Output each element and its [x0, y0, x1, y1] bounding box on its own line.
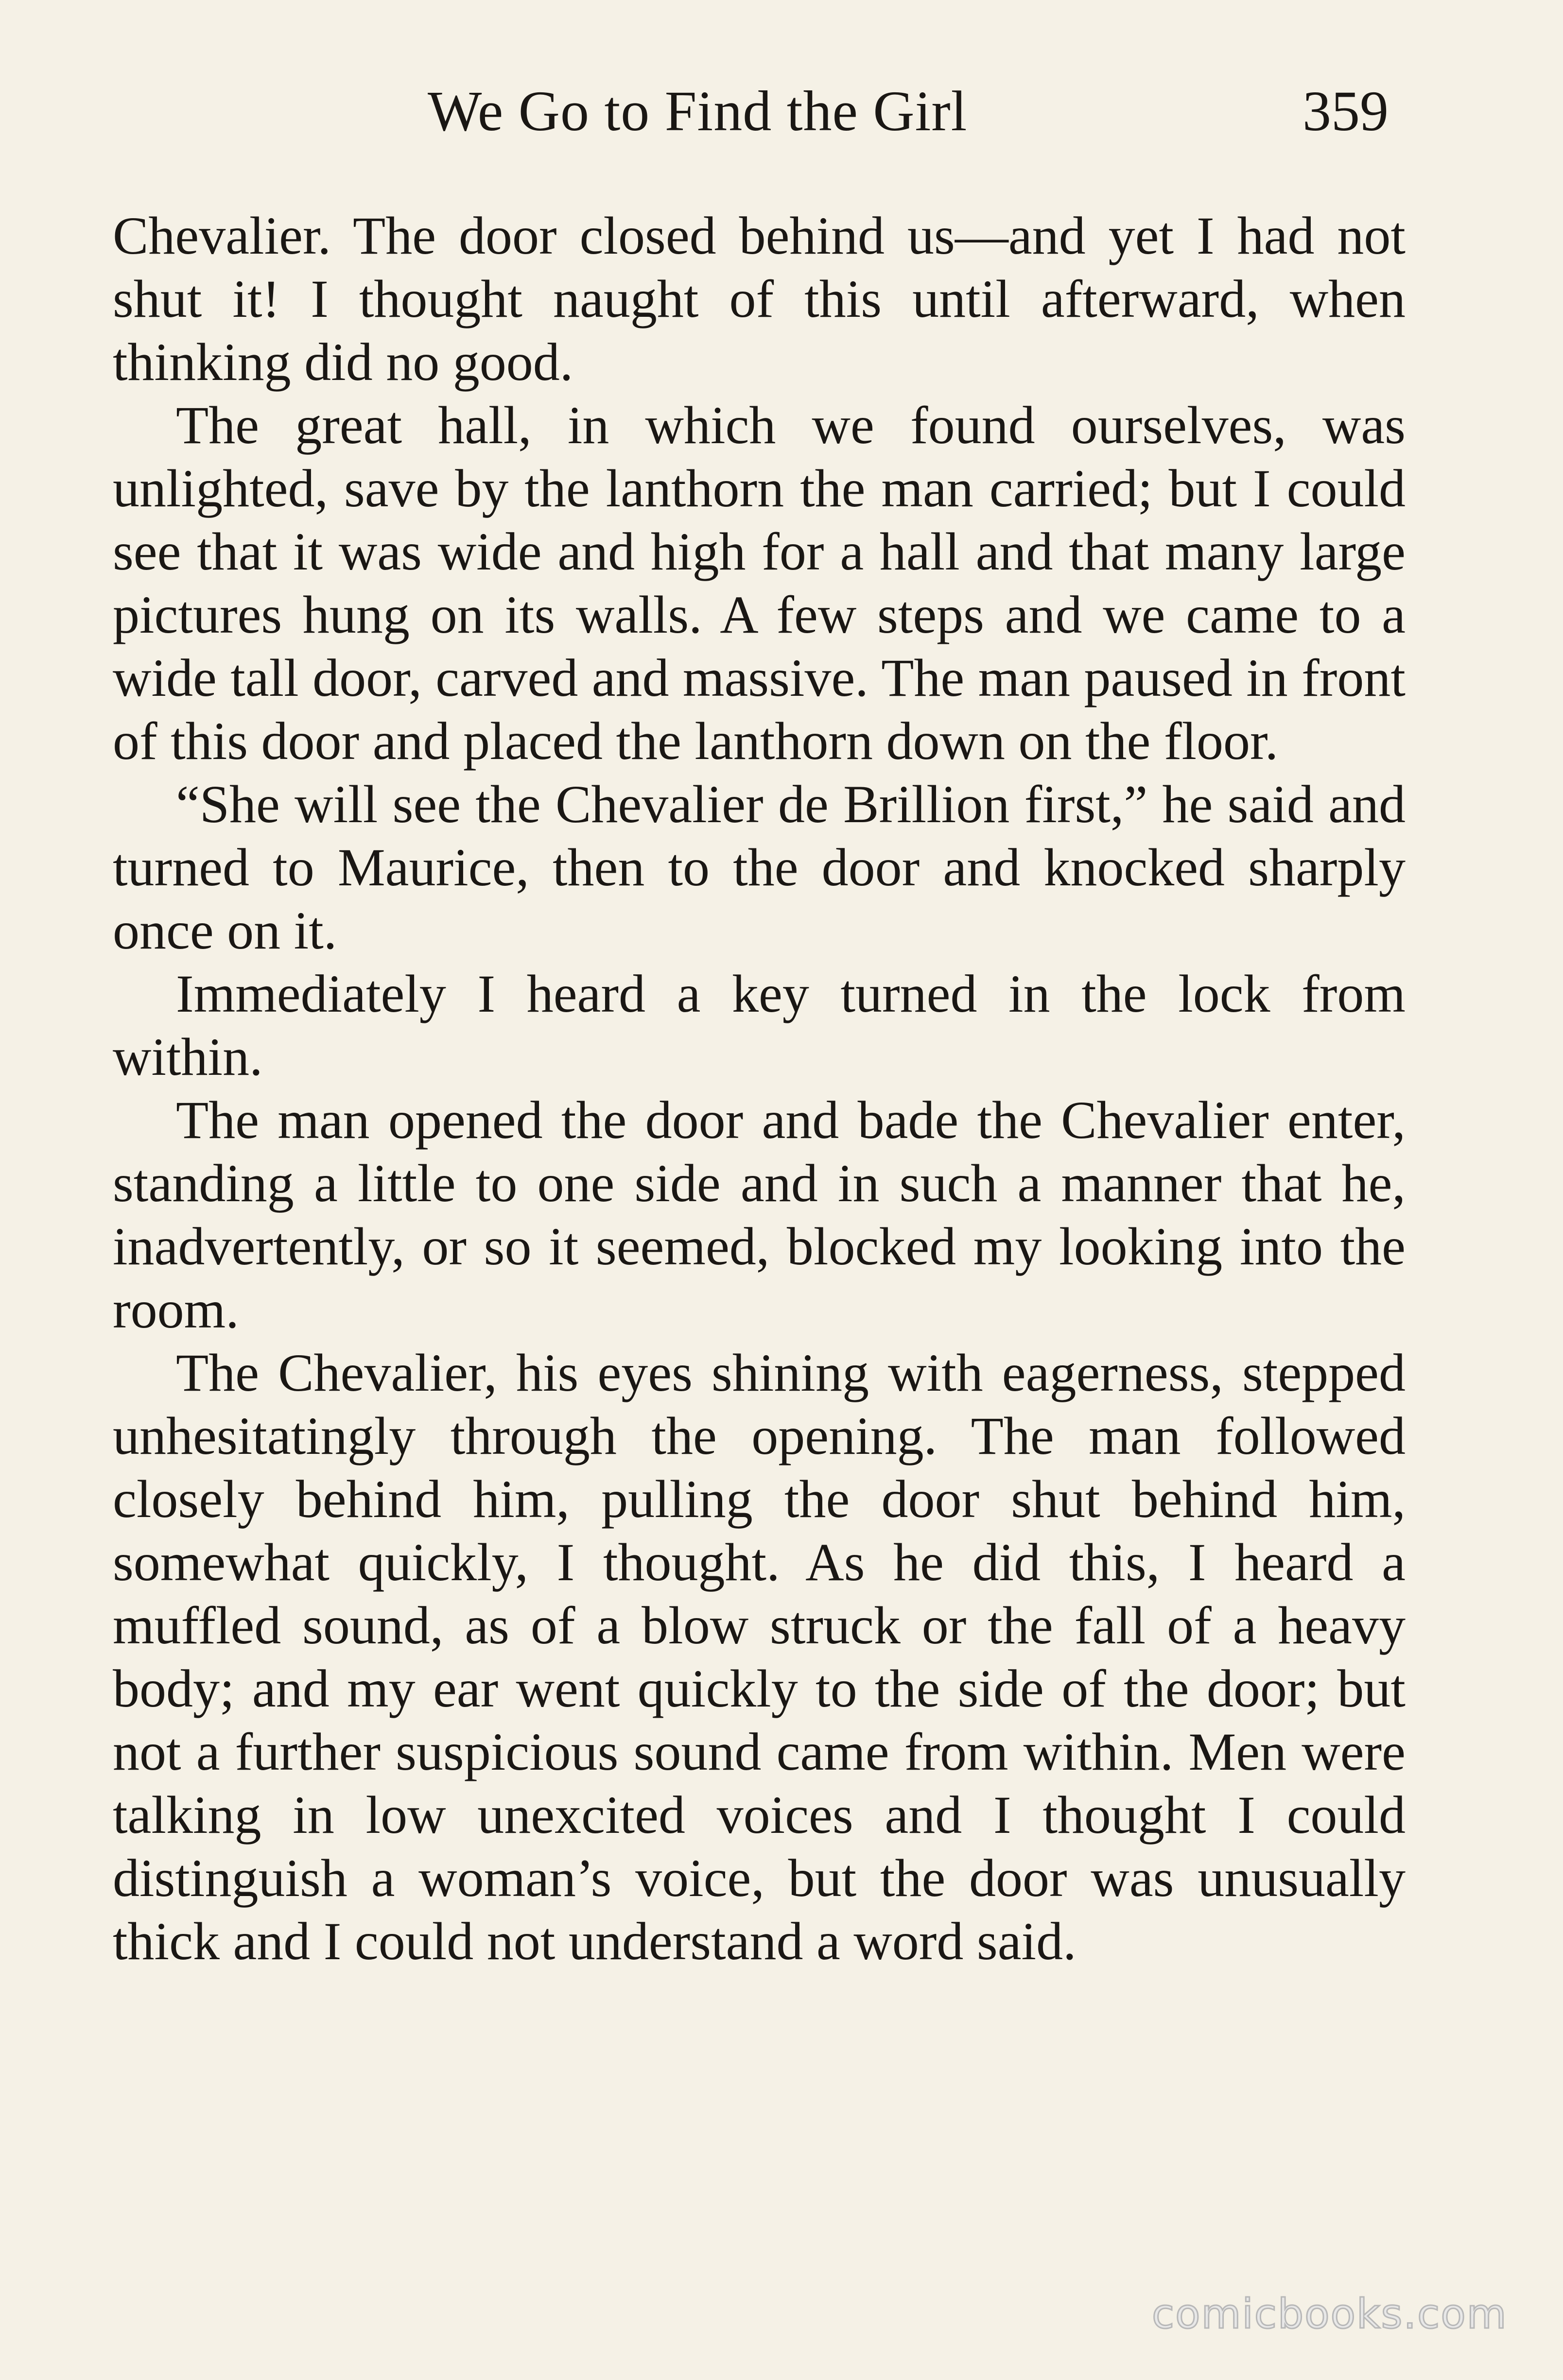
page-number: 359	[1302, 79, 1389, 143]
paragraph: The man opened the door and bade the Chevalier enter, standing a little to one side and in such a manner that he, inadvertently, or so it seemed, blocked my looking into the room.	[113, 1090, 1406, 1339]
paragraph: The great hall, in which we found ourselves, was unlighted, save by the lanthorn the man carried; but I could see that it was wide and high for a hall and that many large pictures hung on its walls. A few steps and we came to a wide tall door, carved and massive. The man paused in front of this door and placed the lanthorn down on the floor.	[113, 396, 1406, 771]
watermark: comicbooks.com	[1152, 2290, 1508, 2338]
paragraph: Immediately I heard a key turned in the lock from within.	[113, 964, 1406, 1087]
paragraph-continuation: Chevalier. The door closed behind us—and yet I had not shut it! I thought naught of this until afterward, when thinking did no good.	[113, 206, 1406, 392]
body-text	[113, 204, 1406, 1973]
running-title: We Go to Find the Girl	[428, 79, 968, 143]
paragraph: The Chevalier, his eyes shining with eagerness, stepped unhesitatingly through the opening. The man followed closely behind him, pulling the door shut behind him, somewhat quickly, I thought. As he did this, I heard a muffled sound, as of a blow struck or the fall of a heavy body; and my ear went quickly to the side of the door; but not a further suspicious sound came from within. Men were talking in low unexcited voices and I thought I could distinguish a woman’s voice, but the door was unusually thick and I could not understand a word said.	[113, 1343, 1406, 1971]
paragraph: “She will see the Chevalier de Brillion first,” he said and turned to Maurice, then to the door and knocked sharply once on it.	[113, 775, 1406, 960]
